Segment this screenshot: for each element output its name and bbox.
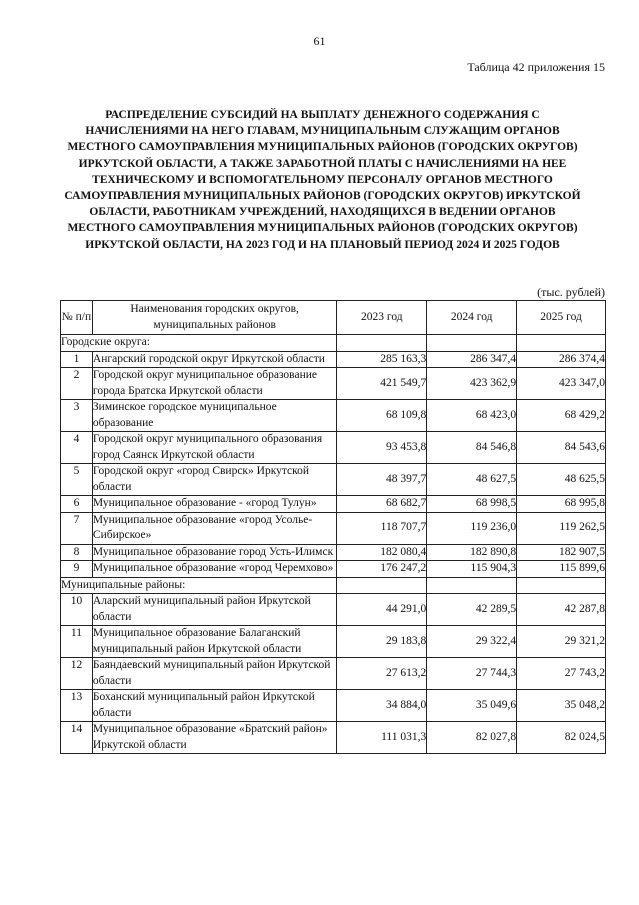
- row-name: Муниципальное образование «город Черемхово»: [92, 561, 336, 578]
- row-name: Городской округ «город Свирск» Иркутской области: [92, 464, 336, 496]
- header-2024: 2024 год: [427, 301, 517, 335]
- table-row: [61, 512, 606, 544]
- value-2024: 68 423,0: [427, 400, 517, 432]
- row-name: Боханский муниципальный район Иркутской области: [92, 690, 336, 722]
- value-2025: 115 899,6: [517, 561, 606, 578]
- table-row: [61, 432, 606, 464]
- value-2024: 27 744,3: [427, 658, 517, 690]
- value-2023: 285 163,3: [337, 351, 427, 368]
- row-name: Муниципальное образование Балаганский муниципальный район Иркутской области: [92, 626, 336, 658]
- row-name: Городской округ муниципальное образование города Братска Иркутской области: [92, 368, 336, 400]
- table-row: [61, 368, 606, 400]
- value-2024: 42 289,5: [427, 594, 517, 626]
- row-name: Ангарский городской округ Иркутской области: [92, 351, 336, 368]
- header-num: № п/п: [61, 301, 93, 335]
- value-2025: 182 907,5: [517, 544, 606, 561]
- document-title: РАСПРЕДЕЛЕНИЕ СУБСИДИЙ НА ВЫПЛАТУ ДЕНЕЖНОГО СОДЕРЖАНИЯ С НАЧИСЛЕНИЯМИ НА НЕГО ГЛАВАМ, МУНИЦИПАЛЬНЫМ СЛУЖАЩИМ ОРГАНОВ МЕСТНОГО САМОУПРАВЛЕНИЯ МУНИЦИПАЛЬНЫХ РАЙОНОВ (ГОРОДСКИХ ОКРУГОВ) ИРКУТСКОЙ ОБЛАСТИ, А ТАКЖЕ ЗАРАБОТНОЙ ПЛАТЫ С НАЧИСЛЕНИЯМИ НА НЕЕ ТЕХНИЧЕСКОМУ И ВСПОМОГАТЕЛЬНОМУ ПЕРСОНАЛУ ОРГАНОВ МЕСТНОГО САМОУПРАВЛЕНИЯ МУНИЦИПАЛЬНЫХ РАЙОНОВ (ГОРОДСКИХ ОКРУГОВ) ИРКУТСКОЙ ОБЛАСТИ, РАБОТНИКАМ УЧРЕЖДЕНИЙ, НАХОДЯЩИХСЯ В ВЕДЕНИИ ОРГАНОВ МЕСТНОГО САМОУПРАВЛЕНИЯ МУНИЦИПАЛЬНЫХ РАЙОНОВ (ГОРОДСКИХ ОКРУГОВ) ИРКУТСКОЙ ОБЛАСТИ, НА 2023 ГОД И НА ПЛАНОВЫЙ ПЕРИОД 2024 И 2025 ГОДОВ: [64, 109, 581, 251]
- empty-cell: [427, 577, 517, 594]
- group-header-row: [61, 577, 606, 594]
- value-2023: 182 080,4: [337, 544, 427, 561]
- row-number: 14: [61, 722, 93, 754]
- table-row: [61, 544, 606, 561]
- table-row: [61, 722, 606, 754]
- value-2025: 35 048,2: [517, 690, 606, 722]
- subsidy-table: [60, 300, 606, 754]
- value-2025: 48 625,5: [517, 464, 606, 496]
- value-2023: 68 109,8: [337, 400, 427, 432]
- empty-cell: [517, 335, 606, 352]
- table-body: [61, 335, 606, 754]
- table-header-row: [61, 301, 606, 335]
- row-number: 4: [61, 432, 93, 464]
- group-label: Муниципальные районы:: [61, 577, 337, 594]
- table-reference: Таблица 42 приложения 15: [467, 60, 605, 74]
- value-2025: 68 429,2: [517, 400, 606, 432]
- value-2024: 35 049,6: [427, 690, 517, 722]
- value-2024: 29 322,4: [427, 626, 517, 658]
- row-number: 6: [61, 496, 93, 513]
- units-label: (тыс. рублей): [537, 285, 605, 299]
- row-name: Муниципальное образование город Усть-Илимск: [92, 544, 336, 561]
- row-number: 2: [61, 368, 93, 400]
- value-2023: 44 291,0: [337, 594, 427, 626]
- value-2025: 68 995,8: [517, 496, 606, 513]
- value-2023: 421 549,7: [337, 368, 427, 400]
- value-2024: 423 362,9: [427, 368, 517, 400]
- value-2025: 423 347,0: [517, 368, 606, 400]
- row-name: Муниципальное образование - «город Тулун»: [92, 496, 336, 513]
- value-2023: 118 707,7: [337, 512, 427, 544]
- value-2024: 84 546,8: [427, 432, 517, 464]
- row-name: Городской округ муниципального образования город Саянск Иркутской области: [92, 432, 336, 464]
- group-label: Городские округа:: [61, 335, 337, 352]
- value-2023: 68 682,7: [337, 496, 427, 513]
- value-2024: 286 347,4: [427, 351, 517, 368]
- value-2023: 29 183,8: [337, 626, 427, 658]
- table-row: [61, 658, 606, 690]
- row-number: 5: [61, 464, 93, 496]
- value-2025: 286 374,4: [517, 351, 606, 368]
- row-name: Зиминское городское муниципальное образование: [92, 400, 336, 432]
- table-row: [61, 496, 606, 513]
- page-number: 61: [313, 34, 326, 48]
- table-row: [61, 626, 606, 658]
- row-name: Муниципальное образование «Братский район» Иркутской области: [92, 722, 336, 754]
- row-number: 1: [61, 351, 93, 368]
- value-2023: 27 613,2: [337, 658, 427, 690]
- value-2023: 111 031,3: [337, 722, 427, 754]
- table-row: [61, 561, 606, 578]
- header-2025: 2025 год: [517, 301, 606, 335]
- value-2023: 93 453,8: [337, 432, 427, 464]
- table-row: [61, 400, 606, 432]
- value-2025: 119 262,5: [517, 512, 606, 544]
- value-2024: 48 627,5: [427, 464, 517, 496]
- value-2025: 29 321,2: [517, 626, 606, 658]
- group-header-row: [61, 335, 606, 352]
- value-2023: 48 397,7: [337, 464, 427, 496]
- header-2023: 2023 год: [337, 301, 427, 335]
- row-number: 10: [61, 594, 93, 626]
- value-2025: 82 024,5: [517, 722, 606, 754]
- row-number: 9: [61, 561, 93, 578]
- empty-cell: [337, 577, 427, 594]
- row-number: 13: [61, 690, 93, 722]
- empty-cell: [427, 335, 517, 352]
- value-2025: 27 743,2: [517, 658, 606, 690]
- empty-cell: [337, 335, 427, 352]
- row-number: 8: [61, 544, 93, 561]
- value-2024: 82 027,8: [427, 722, 517, 754]
- table-row: [61, 690, 606, 722]
- row-number: 11: [61, 626, 93, 658]
- table-row: [61, 464, 606, 496]
- value-2025: 84 543,6: [517, 432, 606, 464]
- value-2023: 176 247,2: [337, 561, 427, 578]
- value-2024: 182 890,8: [427, 544, 517, 561]
- row-number: 7: [61, 512, 93, 544]
- value-2024: 115 904,3: [427, 561, 517, 578]
- empty-cell: [517, 577, 606, 594]
- row-name: Аларский муниципальный район Иркутской области: [92, 594, 336, 626]
- table-row: [61, 351, 606, 368]
- row-name: Баяндаевский муниципальный район Иркутской области: [92, 658, 336, 690]
- table-row: [61, 594, 606, 626]
- row-number: 12: [61, 658, 93, 690]
- value-2023: 34 884,0: [337, 690, 427, 722]
- value-2024: 68 998,5: [427, 496, 517, 513]
- header-name: Наименования городских округов, муниципальных районов: [92, 301, 336, 335]
- row-name: Муниципальное образование «город Усолье-Сибирское»: [92, 512, 336, 544]
- value-2025: 42 287,8: [517, 594, 606, 626]
- row-number: 3: [61, 400, 93, 432]
- value-2024: 119 236,0: [427, 512, 517, 544]
